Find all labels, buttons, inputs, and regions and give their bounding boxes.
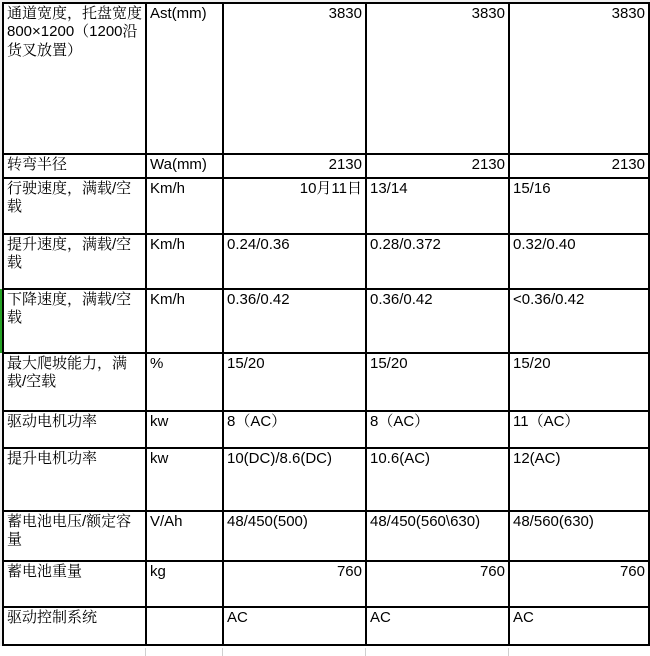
spec-label-cell[interactable]: 行驶速度，满载/空载 xyxy=(4,179,147,235)
unit-cell[interactable]: % xyxy=(147,354,224,412)
table-row xyxy=(4,155,650,179)
gridline xyxy=(508,648,509,656)
spec-label-cell[interactable]: 提升速度，满载/空载 xyxy=(4,235,147,290)
table-row xyxy=(4,412,650,449)
unit-cell[interactable]: Km/h xyxy=(147,290,224,354)
value-cell[interactable]: 10(DC)/8.6(DC) xyxy=(224,449,367,512)
unit-cell[interactable]: kw xyxy=(147,412,224,449)
value-cell[interactable]: 48/560(630) xyxy=(510,512,650,562)
value-cell[interactable]: 0.32/0.40 xyxy=(510,235,650,290)
value-cell[interactable]: 760 xyxy=(367,562,510,608)
value-cell[interactable]: 11（AC） xyxy=(510,412,650,449)
table-row xyxy=(4,290,650,354)
value-cell[interactable]: 8（AC） xyxy=(224,412,367,449)
gridline xyxy=(222,648,223,656)
value-cell[interactable]: 760 xyxy=(510,562,650,608)
value-cell[interactable]: 2130 xyxy=(510,155,650,179)
unit-cell[interactable]: Ast(mm) xyxy=(147,4,224,155)
value-cell[interactable]: 48/450(500) xyxy=(224,512,367,562)
value-cell[interactable]: 15/20 xyxy=(367,354,510,412)
table-row xyxy=(4,179,650,235)
value-cell[interactable]: 0.28/0.372 xyxy=(367,235,510,290)
table-row xyxy=(4,235,650,290)
value-cell[interactable]: 0.36/0.42 xyxy=(224,290,367,354)
sheet-area-below-table xyxy=(0,648,650,656)
table-row xyxy=(4,562,650,608)
spec-label-cell[interactable]: 驱动控制系统 xyxy=(4,608,147,646)
table-row xyxy=(4,449,650,512)
value-cell[interactable]: 760 xyxy=(224,562,367,608)
spec-table xyxy=(2,2,650,646)
unit-cell[interactable] xyxy=(147,608,224,646)
unit-cell[interactable]: Km/h xyxy=(147,179,224,235)
unit-cell[interactable]: kg xyxy=(147,562,224,608)
value-cell[interactable]: 2130 xyxy=(367,155,510,179)
value-cell[interactable]: 10月11日 xyxy=(224,179,367,235)
value-cell[interactable]: 10.6(AC) xyxy=(367,449,510,512)
gridline xyxy=(145,648,146,656)
value-cell[interactable]: AC xyxy=(367,608,510,646)
table-row xyxy=(4,608,650,646)
spec-label-cell[interactable]: 驱动电机功率 xyxy=(4,412,147,449)
table-row xyxy=(4,354,650,412)
value-cell[interactable]: 0.36/0.42 xyxy=(367,290,510,354)
value-cell[interactable]: 3830 xyxy=(510,4,650,155)
spec-label-cell[interactable]: 下降速度，满载/空载 xyxy=(4,290,147,354)
value-cell[interactable]: 3830 xyxy=(367,4,510,155)
value-cell[interactable]: <0.36/0.42 xyxy=(510,290,650,354)
unit-cell[interactable]: V/Ah xyxy=(147,512,224,562)
unit-cell[interactable]: Wa(mm) xyxy=(147,155,224,179)
value-cell[interactable]: 3830 xyxy=(224,4,367,155)
spec-label-cell[interactable]: 蓄电池重量 xyxy=(4,562,147,608)
unit-cell[interactable]: kw xyxy=(147,449,224,512)
table-row xyxy=(4,512,650,562)
value-cell[interactable]: 2130 xyxy=(224,155,367,179)
value-cell[interactable]: 15/16 xyxy=(510,179,650,235)
value-cell[interactable]: 0.24/0.36 xyxy=(224,235,367,290)
spec-label-cell[interactable]: 蓄电池电压/额定容量 xyxy=(4,512,147,562)
spec-label-cell[interactable]: 转弯半径 xyxy=(4,155,147,179)
gridline xyxy=(365,648,366,656)
value-cell[interactable]: AC xyxy=(510,608,650,646)
table-row xyxy=(4,4,650,155)
value-cell[interactable]: 15/20 xyxy=(510,354,650,412)
spec-label-cell[interactable]: 提升电机功率 xyxy=(4,449,147,512)
value-cell[interactable]: 12(AC) xyxy=(510,449,650,512)
unit-cell[interactable]: Km/h xyxy=(147,235,224,290)
value-cell[interactable]: 15/20 xyxy=(224,354,367,412)
spec-label-cell[interactable]: 最大爬坡能力，满载/空载 xyxy=(4,354,147,412)
value-cell[interactable]: 48/450(560\630) xyxy=(367,512,510,562)
value-cell[interactable]: AC xyxy=(224,608,367,646)
spec-label-cell[interactable]: 通道宽度，托盘宽度800×1200（1200沿货叉放置） xyxy=(4,4,147,155)
value-cell[interactable]: 13/14 xyxy=(367,179,510,235)
value-cell[interactable]: 8（AC） xyxy=(367,412,510,449)
